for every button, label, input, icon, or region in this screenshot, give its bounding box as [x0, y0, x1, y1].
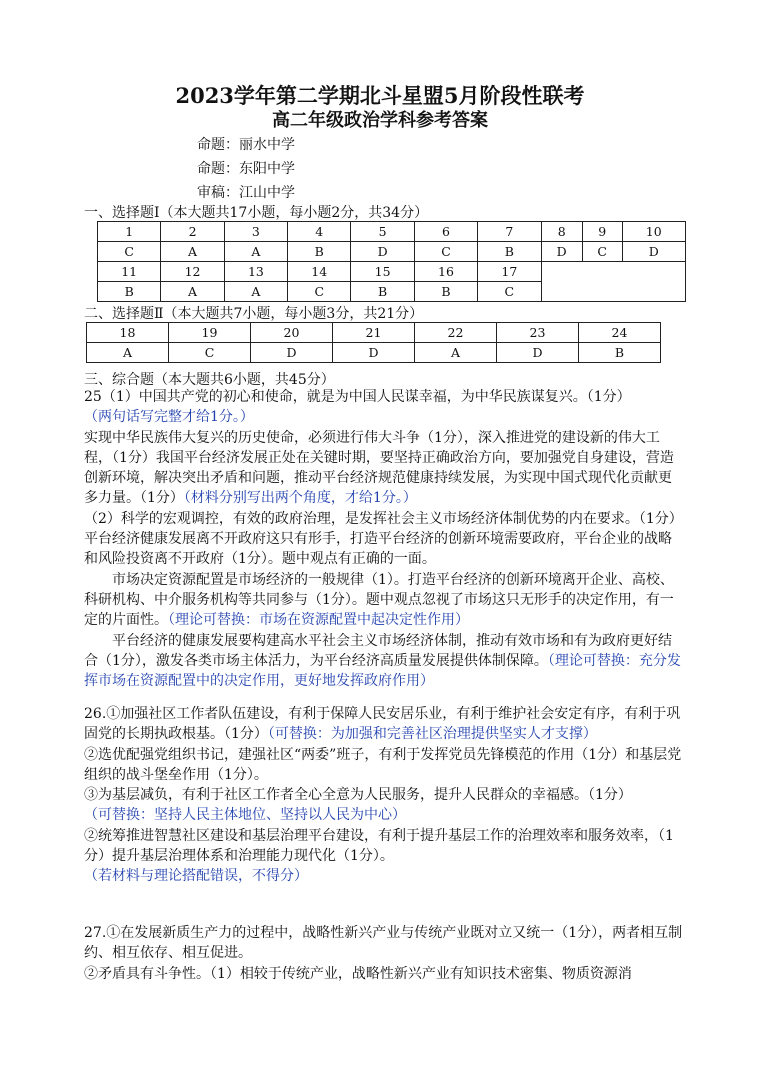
- table-cell: 15: [351, 262, 414, 282]
- q25-note1: （两句话写完整才给1分。）: [84, 409, 254, 426]
- section2-heading: 二、选择题Ⅱ（本大题共7小题，每小题3分，共21分）: [84, 306, 424, 322]
- table-cell: B: [478, 242, 541, 262]
- meta-line-3: 审稿：江山中学: [197, 185, 295, 201]
- table-cell: C: [169, 343, 251, 363]
- table-cell: 10: [622, 222, 686, 242]
- table-cell: B: [579, 343, 661, 363]
- table-cell: A: [224, 242, 287, 262]
- table-cell: 24: [579, 323, 661, 343]
- table-cell: A: [415, 343, 497, 363]
- q26-note3: （可替换：坚持人民主体地位、坚持以人民为中心）: [84, 807, 406, 824]
- table-cell: D: [622, 242, 686, 262]
- table-cell: B: [98, 282, 161, 302]
- table-row: [87, 343, 661, 363]
- table-cell: D: [251, 343, 333, 363]
- table-cell: B: [351, 282, 414, 302]
- table-cell: A: [224, 282, 287, 302]
- table-row: [98, 242, 686, 262]
- table-cell: C: [582, 242, 622, 262]
- q25-note2: （材料分别写出两个角度，才给1分。）: [183, 490, 417, 507]
- table-cell: 7: [478, 222, 541, 242]
- table-cell: 20: [251, 323, 333, 343]
- table-cell: C: [98, 242, 161, 262]
- q25-part1: 25（1）中国共产党的初心和使命，就是为中国人民谋幸福，为中华民族谋复兴。（1分）: [84, 389, 631, 405]
- table-row: [98, 262, 686, 282]
- table-cell: 9: [582, 222, 622, 242]
- q25-part2: （2）科学的宏观调控，有效的政府治理，是发挥社会主义市场经济体制优势的内在要求。（1分）平台经济健康发展离不开政府这只有形手，打造平台经济的创新环境需要政府，平台企业的战略和风险投资离不开政府（1分）。题中观点有正确的一面。: [84, 510, 683, 568]
- section3-body: [84, 387, 684, 691]
- q25-text2: 实现中华民族伟大复兴的历史使命，必须进行伟大斗争（1分），深入推进党的建设新的伟大工程，（1分）我国平台经济发展正处在关键时期，要坚持正确政治方向，要加强党自身建设，营造创新环境，解决突出矛盾和问题，推动平台经济规范健康持续发展，为实现中国式现代化贡献更多力量。（1分）: [84, 429, 674, 507]
- table-cell: 17: [478, 262, 541, 282]
- table-cell: 22: [415, 323, 497, 343]
- q25-text4: 市场决定资源配置是市场经济的一般规律（1）。打造平台经济的创新环境离开企业、高校、科研机构、中介服务机构等共同参与（1分）。题中观点忽视了市场这只无形手的决定作用，有一定的片面性。: [84, 571, 674, 629]
- table-cell: C: [414, 242, 477, 262]
- answer-table-1: [97, 221, 686, 302]
- table-cell: 3: [224, 222, 287, 242]
- q26-note4: （若材料与理论搭配错误，不得分）: [84, 868, 308, 885]
- table-cell: 21: [333, 323, 415, 343]
- q26-block: [84, 704, 684, 887]
- table-cell: 19: [169, 323, 251, 343]
- table-cell: D: [333, 343, 415, 363]
- q25-paragraph2: [84, 428, 684, 509]
- q27-item2: ②矛盾具有斗争性。（1）相较于传统产业，战略性新兴产业有知识技术密集、物质资源消: [84, 965, 632, 982]
- meta-line-1: 命题：丽水中学: [197, 137, 295, 153]
- q26-text1: 26.①加强社区工作者队伍建设，有利于保障人民安居乐业，有利于维护社会安定有序，有利于巩固党的长期执政根基。（1分）: [84, 706, 681, 743]
- section3-heading: 三、综合题（本大题共6小题，共45分）: [84, 372, 335, 388]
- q25-paragraph4: [84, 570, 684, 631]
- table-cell: D: [541, 242, 582, 262]
- table-cell: 1: [98, 222, 161, 242]
- q25-note5: （理论可替换：充分发挥市场在资源配置中的决定作用，更好地发挥政府作用）: [84, 652, 681, 690]
- q26-item2: ②选优配强党组织书记，建强社区“两委”班子，有利于发挥党员先锋模范的作用（1分）和基层党组织的战斗堡垒作用（1分）。: [84, 746, 682, 783]
- table-cell: 11: [98, 262, 161, 282]
- table-cell: A: [161, 242, 224, 262]
- table-cell: A: [161, 282, 224, 302]
- table-cell: C: [288, 282, 351, 302]
- q25-paragraph5: [84, 631, 684, 692]
- table-cell: 12: [161, 262, 224, 282]
- table-cell: B: [288, 242, 351, 262]
- q26-item1: [84, 704, 684, 745]
- table-cell: 5: [351, 222, 414, 242]
- q26-item3: ③为基层减负，有利于社区工作者全心全意为人民服务，提升人民群众的幸福感。（1分）: [84, 787, 632, 804]
- document-title: 2023学年第二学期北斗星盟5月阶段性联考: [175, 83, 585, 108]
- table-cell: 23: [497, 323, 579, 343]
- q25-note4: （理论可替换：市场在资源配置中起决定性作用）: [168, 612, 469, 629]
- table-cell: D: [351, 242, 414, 262]
- table-cell: 14: [288, 262, 351, 282]
- table-cell: 18: [87, 323, 169, 343]
- meta-line-2: 命题：东阳中学: [197, 161, 295, 177]
- q26-note1: （可替换：为加强和完善社区治理提供坚实人才支撑）: [267, 726, 597, 743]
- table-cell: 2: [161, 222, 224, 242]
- table-row: [98, 222, 686, 242]
- table-cell: B: [414, 282, 477, 302]
- document-subtitle: 高二年级政治学科参考答案: [272, 110, 488, 131]
- table-cell: 16: [414, 262, 477, 282]
- table-cell: 6: [414, 222, 477, 242]
- q27-item1: 27.①在发展新质生产力的过程中，战略性新兴产业与传统产业既对立又统一（1分），两者相互制约、相互依存、相互促进。: [84, 925, 683, 962]
- empty-merged-cell: [541, 262, 685, 302]
- table-cell: 8: [541, 222, 582, 242]
- answer-table-2: [86, 322, 661, 363]
- table-cell: 4: [288, 222, 351, 242]
- table-cell: A: [87, 343, 169, 363]
- q26-item4: ②统筹推进智慧社区建设和基层治理平台建设，有利于提升基层工作的治理效率和服务效率，（1分）提升基层治理体系和治理能力现代化（1分）。: [84, 827, 674, 865]
- table-row: [87, 323, 661, 343]
- q27-block: [84, 923, 684, 984]
- table-cell: 13: [224, 262, 287, 282]
- q25-text5: 平台经济的健康发展要构建高水平社会主义市场经济体制，推动有效市场和有为政府更好结合（1分），激发各类市场主体活力，为平台经济高质量发展提供体制保障。: [84, 632, 672, 669]
- table-cell: C: [478, 282, 541, 302]
- section1-heading: 一、选择题Ⅰ（本大题共17小题，每小题2分，共34分）: [84, 205, 429, 221]
- table-cell: D: [497, 343, 579, 363]
